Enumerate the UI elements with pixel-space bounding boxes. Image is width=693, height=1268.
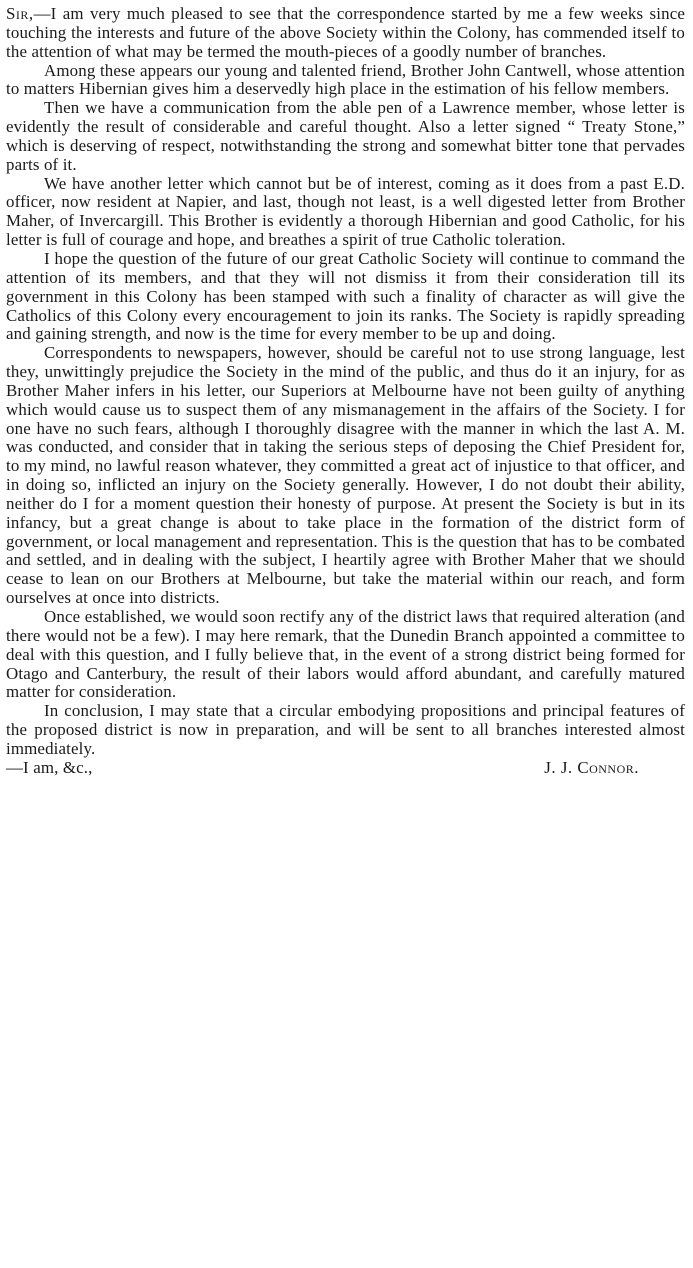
closing-phrase: —I am, &c., bbox=[6, 757, 93, 777]
closing-line bbox=[6, 759, 685, 778]
salutation: Sir, bbox=[6, 4, 34, 23]
paragraph-6: Correspondents to newspapers, however, should be careful not to use strong language, lest they, unwittingly prejudice the Society in the mind of the public, and thus do it an injury, for as Brother Maher infers in his letter, our Superiors at Melbourne have not been guilty of anything which would cause us to suspect them of any mismanagement in the affairs of the Society. I for one have no such fears, although I thoroughly disagree with the manner in which the last A. M. was conducted, and consider that in taking the serious steps of deposing the Chief President for, to my mind, no lawful reason whatever, they committed a great act of injustice to that officer, and in doing so, inflicted an injury on the Society generally. However, I do not doubt their ability, neither do I for a moment question their honesty of purpose. At present the Society is but in its infancy, but a great change is about to take place in the formation of the district form of government, or local management and representation. This is the question that has to be combated and settled, and in dealing with the subject, I heartily agree with Brother Maher that we should cease to lean on our Brothers at Melbourne, but take the material within our reach, and form ourselves at once into districts. bbox=[6, 343, 685, 608]
paragraph-1: —I am very much pleased to see that the correspondence started by me a few weeks since touching the interests and future of the above Society within the Colony, has commended itself to the attention of what may be termed the mouth-pieces of a goodly number of branches. bbox=[6, 4, 685, 61]
opening-paragraph bbox=[6, 5, 685, 62]
paragraph-7: Once established, we would soon rectify any of the district laws that required alteration (and there would not be a few). I may here remark, that the Dunedin Branch appointed a committee to deal with this question, and I fully believe that, in the event of a strong district being formed for Otago and Canterbury, the result of their labors would afford abundant, and carefully matured matter for consideration. bbox=[6, 607, 685, 702]
paragraph-3: Then we have a communication from the able pen of a Lawrence member, whose letter is evidently the result of considerable and careful thought. Also a letter signed “ Treaty Stone,” which is deserving of respect, notwithstanding the strong and somewhat bitter tone that pervades parts of it. bbox=[6, 98, 685, 174]
closing-paragraph bbox=[6, 702, 685, 759]
paragraph-8: In conclusion, I may state that a circular embodying propositions and principal features of the proposed district is now in preparation, and will be sent to all branches interested almost immediately. bbox=[6, 701, 685, 758]
signature: J. J. Connor. bbox=[544, 757, 639, 777]
paragraph-4: We have another letter which cannot but be of interest, coming as it does from a past E.D. officer, now resident at Napier, and last, though not least, is a well digested letter from Brother Maher, of Invercargill. This Brother is evidently a thorough Hibernian and good Catholic, for his letter is full of courage and hope, and breathes a spirit of true Catholic toleration. bbox=[6, 173, 685, 250]
paragraph-2: Among these appears our young and talented friend, Brother John Cantwell, whose attention to matters Hibernian gives him a deservedly high place in the estimation of his fellow members. bbox=[6, 60, 685, 99]
paragraph-5: I hope the question of the future of our great Catholic Society will continue to command the attention of its members, and that they will not dismiss it from their consideration till its government in this Colony has been stamped with such a finality of character as will give the Catholics of this Colony every encouragement to join its ranks. The Society is rapidly spreading and gaining strength, and now is the time for every member to be up and doing. bbox=[6, 248, 685, 344]
